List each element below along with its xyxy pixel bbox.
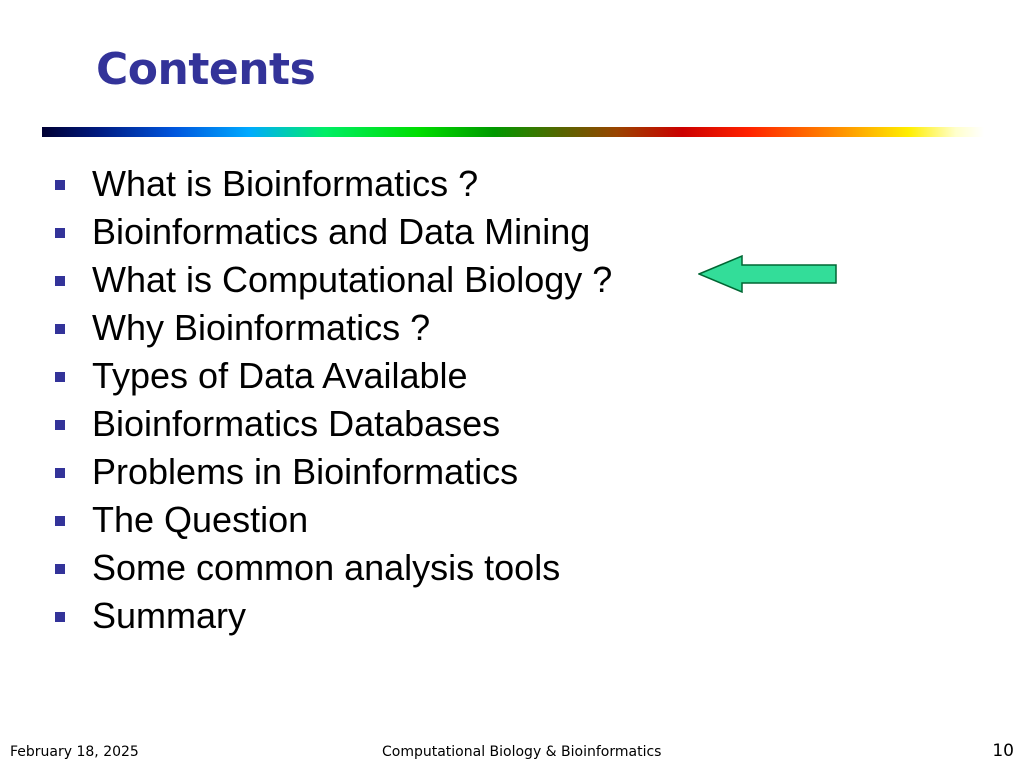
list-item-label: Why Bioinformatics ? xyxy=(92,307,431,348)
left-arrow-shape xyxy=(699,256,836,292)
slide-number: 10 xyxy=(992,741,1014,761)
list-item-label: What is Computational Biology ? xyxy=(92,259,613,300)
square-bullet-icon xyxy=(55,372,65,382)
list-item-label: Types of Data Available xyxy=(92,355,468,396)
list-item-label: Some common analysis tools xyxy=(92,547,561,588)
square-bullet-icon xyxy=(55,564,65,574)
list-item-label: Bioinformatics and Data Mining xyxy=(92,211,591,252)
square-bullet-icon xyxy=(55,324,65,334)
footer-date: February 18, 2025 xyxy=(10,744,139,760)
square-bullet-icon xyxy=(55,228,65,238)
square-bullet-icon xyxy=(55,420,65,430)
list-item-label: What is Bioinformatics ? xyxy=(92,163,479,204)
list-item-label: Summary xyxy=(92,595,247,636)
title-divider xyxy=(42,127,984,137)
list-item-label: Bioinformatics Databases xyxy=(92,403,501,444)
square-bullet-icon xyxy=(55,180,65,190)
square-bullet-icon xyxy=(55,468,65,478)
list-item-label: Problems in Bioinformatics xyxy=(92,451,519,492)
square-bullet-icon xyxy=(55,276,65,286)
footer-course-title: Computational Biology & Bioinformatics xyxy=(382,744,662,760)
square-bullet-icon xyxy=(55,612,65,622)
list-item-label: The Question xyxy=(92,499,309,540)
slide-title: Contents xyxy=(96,44,316,95)
left-arrow-icon xyxy=(698,255,838,293)
square-bullet-icon xyxy=(55,516,65,526)
